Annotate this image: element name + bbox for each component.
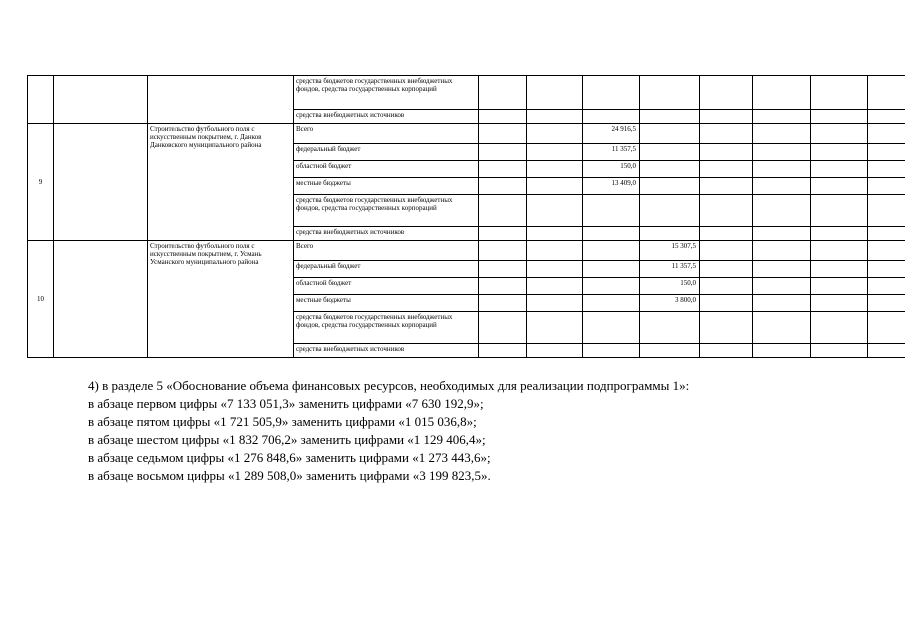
empty-cell [54, 76, 148, 124]
row-number-cell: 9 [28, 124, 54, 241]
amendment-line: в абзаце седьмом цифры «1 276 848,6» заменить цифрами «1 273 443,6»; [88, 450, 491, 465]
row-number-cell: 10 [28, 241, 54, 358]
amendment-text [88, 377, 848, 485]
funding-source-label: средства бюджетов государственных внебюджетных фондов, средства государственных корпораций [294, 312, 479, 344]
funding-source-label: местные бюджеты [294, 295, 479, 312]
funding-source-label: средства бюджетов государственных внебюджетных фондов, средства государственных корпораций [294, 195, 479, 227]
amendment-line: в абзаце шестом цифры «1 832 706,2» заменить цифрами «1 129 406,4»; [88, 432, 486, 447]
funding-source-label: средства внебюджетных источников [294, 344, 479, 358]
funding-source-label: средства бюджетов государственных внебюджетных фондов, средства государственных корпораций [294, 76, 479, 110]
value-cell: 24 916,5 [583, 124, 640, 144]
amendment-line: в абзаце восьмом цифры «1 289 508,0» заменить цифрами «3 199 823,5». [88, 468, 491, 483]
funding-source-label: областной бюджет [294, 278, 479, 295]
amendment-line: в абзаце пятом цифры «1 721 505,9» заменить цифрами «1 015 036,8»; [88, 414, 477, 429]
funding-source-label: федеральный бюджет [294, 144, 479, 161]
section-heading-line: 4) в разделе 5 «Обоснование объема финансовых ресурсов, необходимых для реализации подпрограммы 1»: [88, 378, 690, 393]
value-cell: 150,0 [583, 161, 640, 178]
funding-source-label: Всего [294, 124, 479, 144]
funding-source-label: областной бюджет [294, 161, 479, 178]
row-number-cell [28, 76, 54, 124]
table-row [28, 241, 905, 261]
project-name-cell [148, 76, 294, 124]
value-cell: 11 357,5 [583, 144, 640, 161]
value-cell: 13 409,0 [583, 178, 640, 195]
empty-cell [54, 241, 148, 358]
table-row [28, 76, 905, 110]
funding-source-label: федеральный бюджет [294, 261, 479, 278]
project-name-cell: Строительство футбольного поля с искусственным покрытием, г. Данков Данковского муниципального района [148, 124, 294, 241]
project-name-cell: Строительство футбольного поля с искусственным покрытием, г. Усмань Усманского муниципального района [148, 241, 294, 358]
value-cell: 150,0 [640, 278, 700, 295]
value-cell: 15 307,5 [640, 241, 700, 261]
funding-source-label: средства внебюджетных источников [294, 110, 479, 124]
table-row [28, 124, 905, 144]
budget-table [27, 75, 905, 358]
funding-source-label: местные бюджеты [294, 178, 479, 195]
value-cell: 11 357,5 [640, 261, 700, 278]
funding-source-label: средства внебюджетных источников [294, 227, 479, 241]
funding-source-label: Всего [294, 241, 479, 261]
amendment-line: в абзаце первом цифры «7 133 051,3» заменить цифрами «7 630 192,9»; [88, 396, 484, 411]
value-cell: 3 800,0 [640, 295, 700, 312]
empty-cell [54, 124, 148, 241]
